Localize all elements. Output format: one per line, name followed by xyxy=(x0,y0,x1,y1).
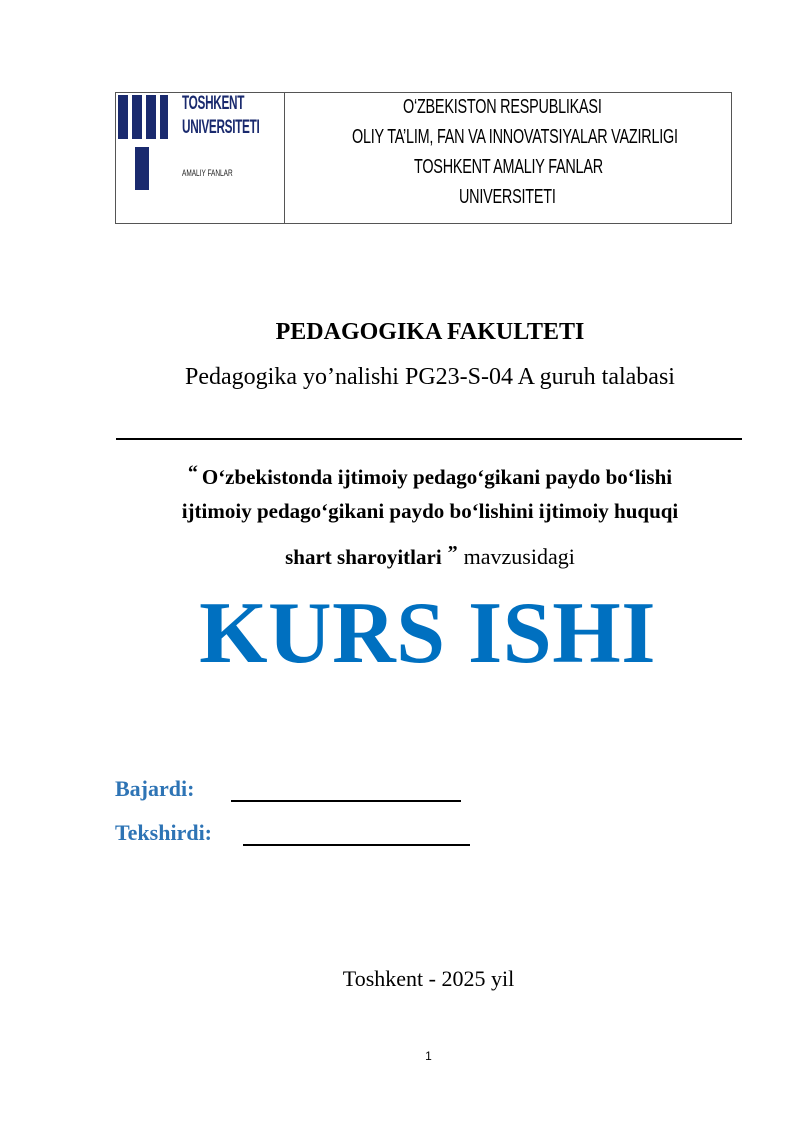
header-box xyxy=(115,92,732,224)
performed-blank xyxy=(231,800,461,802)
open-quote: “ xyxy=(187,462,198,484)
document-title: KURS ISHI xyxy=(199,585,656,682)
ministry-line-1: O‘ZBEKISTON RESPUBLIKASI xyxy=(403,96,602,118)
close-quote: ” xyxy=(447,542,458,564)
ministry-line-3: TOSHKENT AMALIY FANLAR xyxy=(414,156,603,178)
university-logo xyxy=(116,93,285,223)
place-year: Toshkent - 2025 yil xyxy=(342,966,515,991)
logo-text-line1: TOSHKENT xyxy=(182,93,245,114)
topic-line-3: shart sharoyitlari xyxy=(285,545,442,569)
divider-line xyxy=(116,438,742,440)
topic-suffix: mavzusidagi xyxy=(463,544,575,569)
ministry-line-4: UNIVERSITETI xyxy=(459,186,556,208)
topic-block xyxy=(100,456,760,574)
ministry-line-2: OLIY TA’LIM, FAN VA INNOVATSIYALAR VAZIRLIGI xyxy=(352,126,678,148)
logo-text-line3: AMALIY FANLAR xyxy=(182,168,233,178)
faculty-title: PEDAGOGIKA FAKULTETI xyxy=(275,319,585,345)
page-number: 1 xyxy=(425,1049,432,1063)
logo-bars-icon xyxy=(118,95,180,195)
logo-text-line2: UNIVERSITETI xyxy=(182,117,260,138)
checked-blank xyxy=(243,844,470,846)
performed-label: Bajardi: xyxy=(115,776,195,801)
topic-line-2: ijtimoiy pedago‘gikani paydo bo‘lishini ijtimoiy huquqi xyxy=(181,499,679,523)
checked-label: Tekshirdi: xyxy=(115,820,213,845)
group-line: Pedagogika yo’nalishi PG23-S-04 A guruh talabasi xyxy=(185,364,675,390)
topic-line-1: O‘zbekistonda ijtimoiy pedago‘gikani paydo bo‘lishi xyxy=(201,465,673,489)
ministry-block xyxy=(285,93,731,223)
